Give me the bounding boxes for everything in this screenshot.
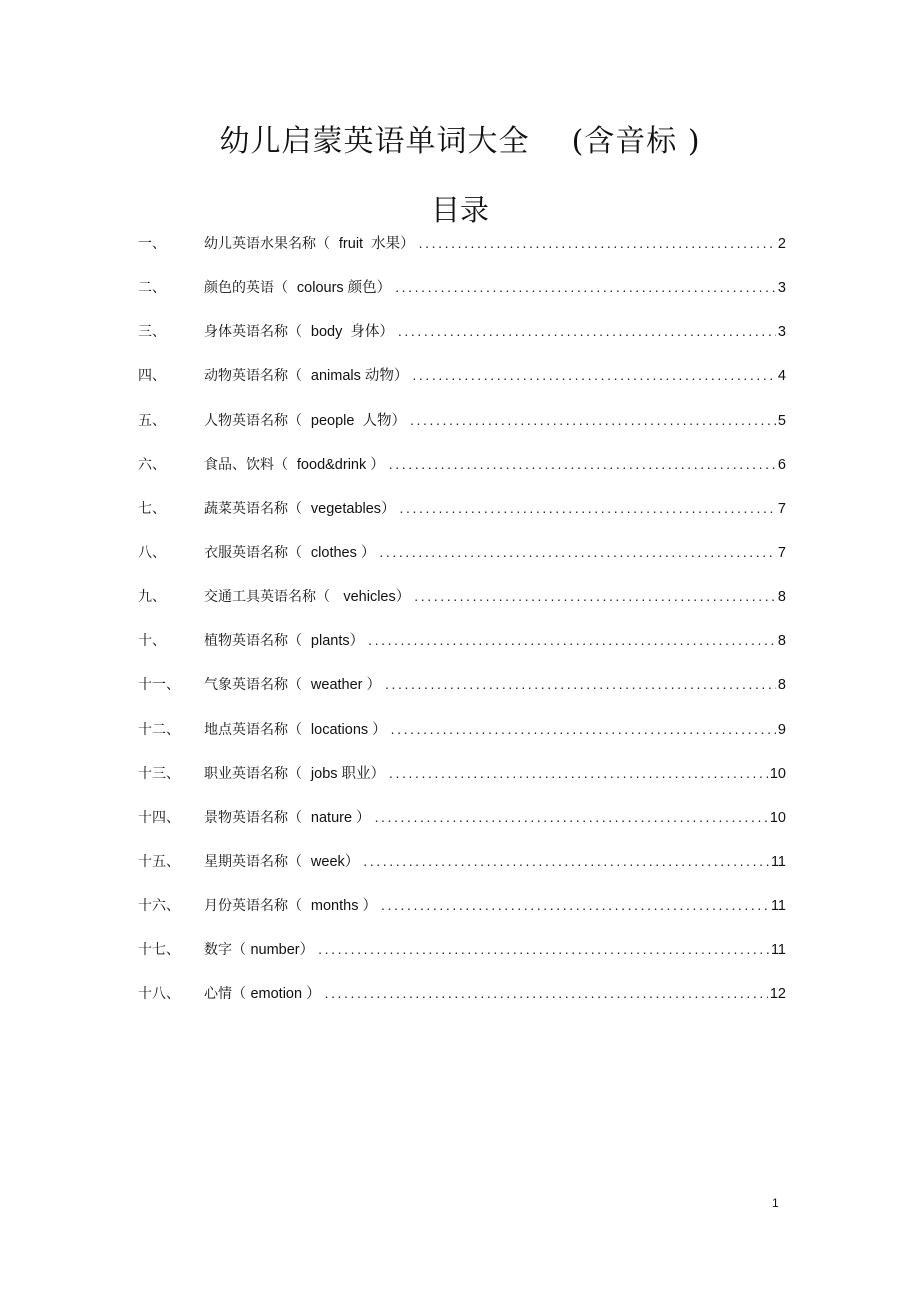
toc-entry-11[interactable]: [138, 673, 786, 717]
toc-entry-page: 6: [777, 456, 786, 473]
toc-entry-label-en: jobs 职业）: [310, 765, 386, 782]
toc-entry-page: 12: [769, 986, 786, 1003]
toc-entry-label-cn: 人物英语名称（: [204, 412, 311, 429]
toc-heading: 目录: [430, 193, 489, 227]
toc-entry-page: 4: [777, 368, 786, 385]
toc-entry-number: 五、: [138, 412, 166, 429]
toc-entry-17[interactable]: [138, 938, 786, 982]
toc-entry-label: [204, 409, 406, 430]
toc-entry-page: 11: [770, 942, 786, 959]
toc-entry-number: 十八、: [138, 986, 180, 1003]
toc-entry-label: [204, 806, 371, 827]
toc-entry-label-en: plants）: [310, 633, 365, 650]
toc-entry-label-cn: 月份英语名称（: [204, 898, 311, 915]
toc-entry-label-en: body 身体）: [310, 324, 394, 341]
toc-dot-leader: [419, 235, 776, 251]
toc-entry-10[interactable]: [138, 629, 786, 673]
toc-entry-page: 5: [777, 412, 786, 429]
toc-entry-page: 7: [777, 500, 786, 517]
toc-entry-page: 2: [777, 236, 786, 252]
toc-entry-number: 三、: [138, 324, 166, 341]
toc-entry-number: 十七、: [138, 942, 180, 959]
table-of-contents: [138, 232, 786, 1027]
toc-entry-label: [204, 718, 387, 739]
toc-entry-2[interactable]: [138, 276, 786, 320]
toc-entry-number: 十五、: [138, 853, 180, 870]
toc-entry-label-cn: 衣服英语名称（: [204, 544, 311, 561]
toc-entry-number: 十三、: [138, 765, 180, 782]
toc-entry-label-en: locations ）: [310, 721, 387, 738]
toc-entry-label-cn: 植物英语名称（: [204, 633, 311, 650]
toc-entry-number: 二、: [138, 280, 166, 297]
toc-entry-label-en: fruit 水果）: [338, 236, 415, 252]
toc-entry-number: 四、: [138, 368, 166, 385]
toc-entry-label-en: vegetables）: [310, 500, 396, 517]
toc-entry-label-cn: 星期英语名称（: [204, 853, 311, 870]
toc-entry-label-en: food&drink ）: [296, 456, 385, 473]
toc-entry-page: 3: [777, 280, 786, 297]
toc-dot-leader: [385, 676, 776, 692]
toc-entry-label: [204, 497, 396, 518]
toc-entry-label: [204, 541, 375, 562]
toc-dot-leader: [389, 456, 776, 472]
toc-dot-leader: [375, 809, 768, 825]
toc-entry-label: [204, 762, 385, 783]
toc-entry-page: 8: [777, 589, 786, 606]
toc-entry-label: [204, 629, 364, 650]
toc-dot-leader: [381, 897, 769, 913]
toc-entry-label: [204, 364, 408, 385]
toc-entry-label-en: nature ）: [310, 809, 371, 826]
toc-entry-label-en: colours 颜色）: [296, 280, 392, 297]
toc-dot-leader: [398, 323, 776, 339]
toc-entry-label-cn: 景物英语名称（: [204, 809, 311, 826]
toc-entry-9[interactable]: [138, 585, 786, 629]
toc-entry-page: 11: [770, 898, 786, 915]
toc-entry-label-en: week）: [310, 853, 360, 870]
toc-entry-number: 十四、: [138, 809, 180, 826]
toc-entry-label-cn: 动物英语名称（: [204, 368, 311, 385]
toc-dot-leader: [410, 412, 776, 428]
toc-entry-4[interactable]: [138, 364, 786, 408]
toc-entry-label-cn: 食品、饮料（: [204, 456, 297, 473]
toc-entry-label: [204, 894, 377, 915]
toc-entry-label: [204, 938, 314, 959]
toc-entry-16[interactable]: [138, 894, 786, 938]
toc-dot-leader: [363, 853, 769, 869]
toc-dot-leader: [395, 279, 776, 295]
toc-entry-label-cn: 幼儿英语水果名称（: [204, 236, 339, 252]
toc-entry-8[interactable]: [138, 541, 786, 585]
toc-entry-1[interactable]: [138, 232, 786, 276]
toc-entry-label-cn: 心情（: [204, 986, 251, 1003]
toc-entry-label-cn: 身体英语名称（: [204, 324, 311, 341]
toc-entry-label-en: clothes ）: [310, 544, 376, 561]
toc-entry-label: [204, 982, 321, 1003]
toc-entry-label-en: people 人物）: [310, 412, 407, 429]
toc-entry-label-cn: 交通工具英语名称（: [204, 589, 344, 606]
toc-entry-5[interactable]: [138, 409, 786, 453]
toc-entry-number: 十、: [138, 633, 166, 650]
toc-dot-leader: [400, 500, 776, 516]
toc-entry-label: [204, 276, 391, 297]
toc-entry-label-cn: 职业英语名称（: [204, 765, 311, 782]
toc-entry-number: 九、: [138, 589, 166, 606]
toc-entry-label: [204, 585, 410, 606]
page-number: 1: [772, 1196, 779, 1210]
toc-entry-label-en: months ）: [310, 898, 377, 915]
toc-dot-leader: [412, 367, 776, 383]
toc-entry-page: 9: [777, 721, 786, 738]
toc-entry-label-cn: 地点英语名称（: [204, 721, 311, 738]
toc-entry-12[interactable]: [138, 718, 786, 762]
toc-dot-leader: [379, 544, 776, 560]
toc-entry-number: 六、: [138, 456, 166, 473]
toc-entry-page: 8: [777, 677, 786, 694]
toc-entry-label-cn: 蔬菜英语名称（: [204, 500, 311, 517]
toc-entry-label-en: vehicles）: [343, 589, 411, 606]
toc-entry-page: 10: [769, 765, 786, 782]
toc-entry-number: 一、: [138, 236, 166, 252]
toc-entry-label-cn: 数字（: [204, 942, 251, 959]
toc-entry-page: 7: [777, 544, 786, 561]
toc-entry-page: 11: [770, 853, 786, 870]
toc-entry-label: [204, 453, 385, 474]
toc-entry-label-en: animals 动物）: [310, 368, 409, 385]
toc-entry-6[interactable]: [138, 453, 786, 497]
toc-entry-label: [204, 673, 381, 694]
toc-entry-15[interactable]: [138, 850, 786, 894]
toc-entry-label-cn: 颜色的英语（: [204, 280, 297, 297]
toc-entry-14[interactable]: [138, 806, 786, 850]
toc-entry-number: 八、: [138, 544, 166, 561]
toc-entry-page: 3: [777, 324, 786, 341]
toc-entry-label: [204, 850, 359, 871]
toc-entry-page: 8: [777, 633, 786, 650]
document-title: 幼儿启蒙英语单词大全 (含音标 ): [219, 124, 701, 159]
toc-entry-3[interactable]: [138, 320, 786, 364]
toc-entry-label-en: number）: [250, 942, 315, 959]
toc-entry-number: 十二、: [138, 721, 180, 738]
toc-dot-leader: [318, 941, 769, 957]
toc-entry-label-en: weather ）: [310, 677, 382, 694]
toc-entry-7[interactable]: [138, 497, 786, 541]
toc-dot-leader: [391, 721, 776, 737]
toc-dot-leader: [368, 632, 776, 648]
toc-entry-number: 十六、: [138, 898, 180, 915]
toc-dot-leader: [389, 765, 768, 781]
toc-entry-13[interactable]: [138, 762, 786, 806]
toc-entry-number: 七、: [138, 500, 166, 517]
toc-entry-label-cn: 气象英语名称（: [204, 677, 311, 694]
toc-entry-label: [204, 320, 394, 341]
toc-dot-leader: [414, 588, 776, 604]
toc-entry-page: 10: [769, 809, 786, 826]
toc-dot-leader: [325, 985, 768, 1001]
toc-entry-label: [204, 232, 415, 253]
toc-entry-number: 十一、: [138, 677, 180, 694]
toc-entry-label-en: emotion ）: [250, 986, 321, 1003]
toc-entry-18[interactable]: [138, 982, 786, 1026]
